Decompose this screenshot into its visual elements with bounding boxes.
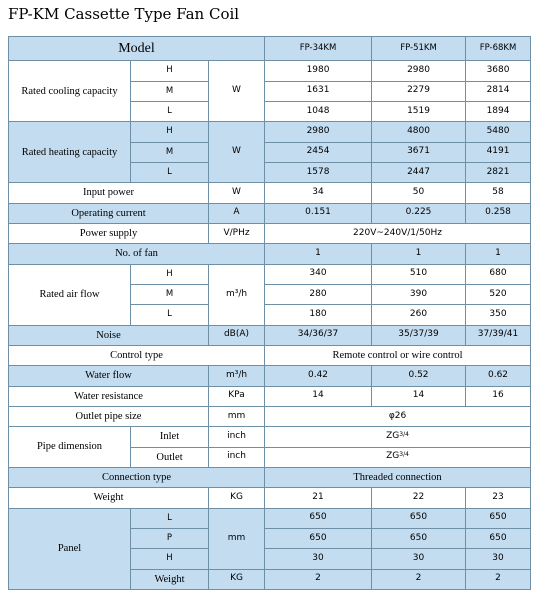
row-label: Weight: [9, 488, 209, 508]
fraction-numerator: 3: [399, 451, 404, 459]
pipe-thread-label: ZG: [386, 451, 400, 462]
unit-cell: m³/h: [209, 264, 265, 325]
value-cell: 0.225: [372, 203, 466, 223]
table-row: [9, 224, 531, 244]
fraction: 3/4: [399, 431, 409, 439]
value-cell: 650: [265, 528, 372, 548]
sub-label: L: [131, 163, 209, 183]
sub-label: Inlet: [131, 427, 209, 447]
sub-label: H: [131, 122, 209, 142]
value-cell: 650: [466, 508, 531, 528]
unit-cell: V/PHz: [209, 224, 265, 244]
value-cell: 220V~240V/1/50Hz: [265, 224, 531, 244]
value-cell: 35/37/39: [372, 325, 466, 345]
value-cell: 2: [372, 569, 466, 589]
sub-label: H: [131, 549, 209, 569]
unit-cell: mm: [209, 508, 265, 569]
value-cell: 340: [265, 264, 372, 284]
value-cell: φ26: [265, 406, 531, 426]
model-column-header: FP-68KM: [466, 37, 531, 61]
fraction-numerator: 3: [399, 431, 404, 439]
row-label: Rated heating capacity: [9, 122, 131, 183]
unit-cell: W: [209, 183, 265, 203]
page-title: FP-KM Cassette Type Fan Coil: [8, 5, 240, 23]
value-cell: 21: [265, 488, 372, 508]
table-row: [9, 203, 531, 223]
value-cell: 16: [466, 386, 531, 406]
value-cell: 37/39/41: [466, 325, 531, 345]
value-cell: 2: [265, 569, 372, 589]
value-cell: 1631: [265, 81, 372, 101]
value-cell: 1: [466, 244, 531, 264]
row-label: Outlet pipe size: [9, 406, 209, 426]
value-cell: 280: [265, 285, 372, 305]
table-row: [9, 61, 531, 81]
table-row: [9, 386, 531, 406]
value-cell: 2980: [372, 61, 466, 81]
value-cell: 0.258: [466, 203, 531, 223]
value-cell: 0.52: [372, 366, 466, 386]
value-cell: 30: [466, 549, 531, 569]
table-row: [9, 366, 531, 386]
value-cell: 390: [372, 285, 466, 305]
pipe-thread-label: ZG: [386, 431, 400, 442]
value-cell: 260: [372, 305, 466, 325]
table-row: [9, 122, 531, 142]
value-cell: 30: [372, 549, 466, 569]
value-cell: 14: [372, 386, 466, 406]
value-cell: 30: [265, 549, 372, 569]
value-cell: 650: [372, 528, 466, 548]
value-cell: 3671: [372, 142, 466, 162]
sub-label: M: [131, 285, 209, 305]
header-row: [9, 37, 531, 61]
sub-label: M: [131, 142, 209, 162]
value-cell: 1894: [466, 102, 531, 122]
value-cell: 23: [466, 488, 531, 508]
sub-label: H: [131, 264, 209, 284]
value-cell: 58: [466, 183, 531, 203]
value-cell: 1519: [372, 102, 466, 122]
row-label: Connection type: [9, 467, 265, 487]
value-cell: 650: [372, 508, 466, 528]
row-label: Water flow: [9, 366, 209, 386]
value-cell: 4800: [372, 122, 466, 142]
value-cell: 1048: [265, 102, 372, 122]
value-cell: 520: [466, 285, 531, 305]
fraction-denominator: 4: [405, 451, 409, 459]
sub-label: L: [131, 508, 209, 528]
value-cell: 0.151: [265, 203, 372, 223]
table-row: [9, 264, 531, 284]
sub-label: M: [131, 81, 209, 101]
unit-cell: mm: [209, 406, 265, 426]
row-label: Water resistance: [9, 386, 209, 406]
row-label: Noise: [9, 325, 209, 345]
value-cell: 2980: [265, 122, 372, 142]
unit-cell: inch: [209, 427, 265, 447]
value-cell: 34/36/37: [265, 325, 372, 345]
row-label: Power supply: [9, 224, 209, 244]
table-row: [9, 488, 531, 508]
table-row: [9, 244, 531, 264]
value-cell: 3680: [466, 61, 531, 81]
value-cell: 650: [265, 508, 372, 528]
unit-cell: m³/h: [209, 366, 265, 386]
table-row: [9, 406, 531, 426]
unit-cell: KG: [209, 569, 265, 589]
sub-label: L: [131, 102, 209, 122]
value-cell: 2447: [372, 163, 466, 183]
value-cell: 2454: [265, 142, 372, 162]
unit-cell: KG: [209, 488, 265, 508]
table-row: [9, 183, 531, 203]
spec-table: [8, 36, 531, 590]
value-cell: 4191: [466, 142, 531, 162]
value-cell: 510: [372, 264, 466, 284]
value-cell: 34: [265, 183, 372, 203]
row-label: Control type: [9, 345, 265, 365]
unit-cell: W: [209, 61, 265, 122]
model-header: Model: [9, 37, 265, 61]
unit-cell: dB(A): [209, 325, 265, 345]
value-cell: 0.42: [265, 366, 372, 386]
value-cell: 50: [372, 183, 466, 203]
value-cell: 650: [466, 528, 531, 548]
row-label: Rated cooling capacity: [9, 61, 131, 122]
row-label: Rated air flow: [9, 264, 131, 325]
value-cell: 1980: [265, 61, 372, 81]
value-cell: Remote control or wire control: [265, 345, 531, 365]
sub-label: P: [131, 528, 209, 548]
table-row: [9, 345, 531, 365]
unit-cell: A: [209, 203, 265, 223]
value-cell: 5480: [466, 122, 531, 142]
value-cell: [265, 427, 531, 447]
row-label: Operating current: [9, 203, 209, 223]
sub-label: H: [131, 61, 209, 81]
value-cell: 14: [265, 386, 372, 406]
value-cell: 680: [466, 264, 531, 284]
table-row: [9, 427, 531, 447]
value-cell: 350: [466, 305, 531, 325]
value-cell: 180: [265, 305, 372, 325]
value-cell: 1578: [265, 163, 372, 183]
value-cell: 1: [372, 244, 466, 264]
table-row: [9, 325, 531, 345]
value-cell: 2814: [466, 81, 531, 101]
value-cell: 22: [372, 488, 466, 508]
row-label: Panel: [9, 508, 131, 589]
table-row: [9, 508, 531, 528]
sub-label: L: [131, 305, 209, 325]
value-cell: 2279: [372, 81, 466, 101]
row-label: Pipe dimension: [9, 427, 131, 468]
value-cell: [265, 447, 531, 467]
fraction-denominator: 4: [405, 431, 409, 439]
value-cell: Threaded connection: [265, 467, 531, 487]
table-row: [9, 467, 531, 487]
value-cell: 2821: [466, 163, 531, 183]
sub-label: Weight: [131, 569, 209, 589]
row-label: No. of fan: [9, 244, 265, 264]
model-column-header: FP-51KM: [372, 37, 466, 61]
value-cell: 1: [265, 244, 372, 264]
value-cell: 0.62: [466, 366, 531, 386]
fraction: 3/4: [399, 451, 409, 459]
unit-cell: inch: [209, 447, 265, 467]
model-column-header: FP-34KM: [265, 37, 372, 61]
value-cell: 2: [466, 569, 531, 589]
unit-cell: KPa: [209, 386, 265, 406]
unit-cell: W: [209, 122, 265, 183]
sub-label: Outlet: [131, 447, 209, 467]
row-label: Input power: [9, 183, 209, 203]
